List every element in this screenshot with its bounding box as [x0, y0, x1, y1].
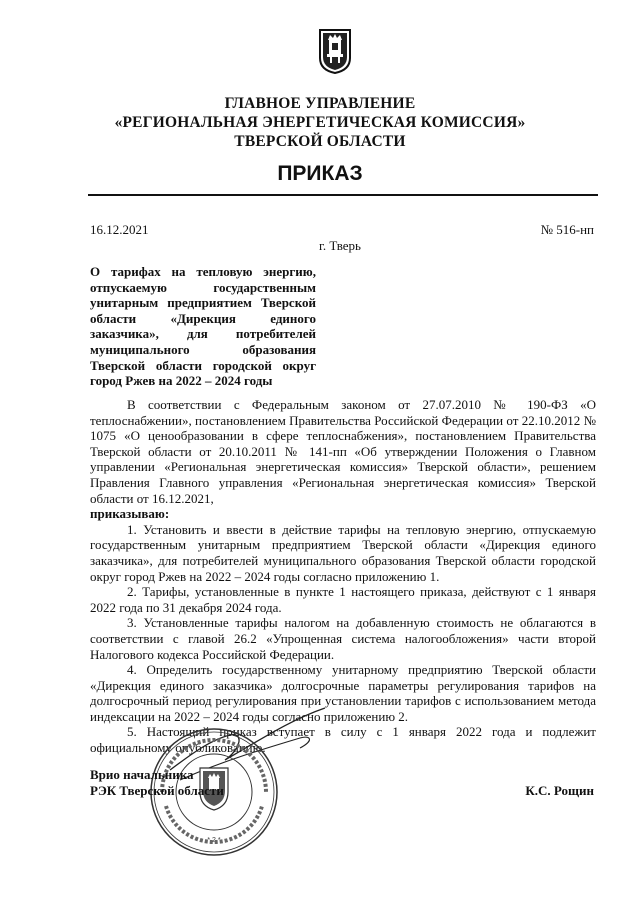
- preamble-paragraph: В соответствии с Федеральным законом от 27.07.2010 № 190-ФЗ «О теплоснабжении», постановлением Правительства Российской Федерации от 22.10.2012 № 1075 «О ценообразовании в сфере теплоснабжения», постановлением Правительства Тверской области от 20.10.2011 № 141-пп «Об утверждении Положения о Главном управлении «Региональная энергетическая комиссия» Тверской области», решением Правления Главного управления «Региональная энергетическая комиссия» Тверской области от 16.12.2021,: [90, 397, 596, 506]
- org-name-line-2: «РЕГИОНАЛЬНАЯ ЭНЕРГЕТИЧЕСКАЯ КОМИССИЯ»: [114, 114, 526, 131]
- document-subject: О тарифах на тепловую энергию, отпускаемую государственным унитарным предприятием Тверской области «Дирекция единого заказчика», для потребителей муниципального образования Тверской области городской округ город Ржев на 2022 – 2024 годы: [90, 264, 316, 389]
- order-item: 1. Установить и ввести в действие тарифы на тепловую энергию, отпускаемую государственным унитарным предприятием Тверской области «Дирекция единого заказчика», для потребителей муниципального образования Тверской области городской округ город Ржев на 2022 – 2024 годы согласно приложению 1.: [90, 521, 596, 584]
- signer-name: К.С. Рощин: [525, 783, 594, 798]
- document-date: 16.12.2021: [90, 222, 149, 237]
- header-divider: [88, 194, 598, 196]
- signer-position-line-2: РЭК Тверской области: [90, 783, 224, 798]
- org-name-line-3: ТВЕРСКОЙ ОБЛАСТИ: [234, 133, 406, 150]
- signer-position-line-1: Врио начальника: [90, 767, 194, 782]
- order-item: 4. Определить государственному унитарному предприятию Тверской области «Дирекция единого заказчика» долгосрочные параметры регулирования тарифов на долгосрочный период регулирования при установлении тарифов с использованием метода индексации на 2022 – 2024 годы согласно приложению 2.: [90, 662, 596, 724]
- svg-text:* 2 *: * 2 *: [207, 837, 221, 844]
- document-city: г. Тверь: [319, 238, 361, 253]
- decree-word: приказываю:: [90, 506, 170, 522]
- document-number: № 516-нп: [540, 222, 594, 237]
- tver-coat-of-arms-icon: [318, 28, 352, 74]
- order-item: 5. Настоящий приказ вступает в силу с 1 января 2022 года и подлежит официальному опубликованию.: [90, 724, 596, 756]
- order-item: 3. Установленные тарифы налогом на добавленную стоимость не облагаются в соответствии с главой 26.2 «Упрощенная система налогообложения» части второй Налогового кодекса Российской Федерации.: [90, 615, 596, 662]
- document-title: ПРИКАЗ: [277, 162, 363, 185]
- signer-position: [90, 767, 224, 799]
- org-name-line-1: ГЛАВНОЕ УПРАВЛЕНИЕ: [224, 95, 416, 112]
- order-item: 2. Тарифы, установленные в пункте 1 настоящего приказа, действуют с 1 января 2022 года по 31 декабря 2024 года.: [90, 584, 596, 615]
